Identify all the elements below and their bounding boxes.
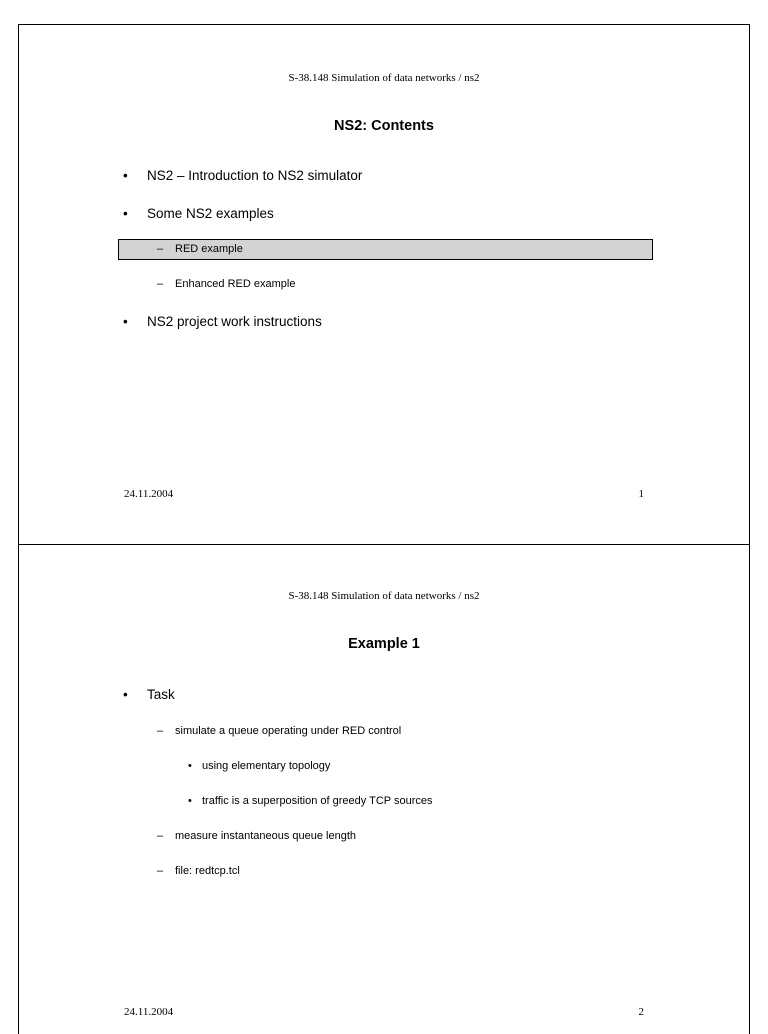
list-item — [157, 865, 240, 877]
list-item — [157, 278, 296, 290]
page-number: 1 — [638, 488, 644, 500]
bullet-icon: • — [188, 760, 192, 772]
list-item — [123, 314, 322, 329]
list-item — [123, 168, 363, 183]
list-item-text: Enhanced RED example — [175, 278, 296, 290]
bullet-icon: • — [123, 206, 128, 221]
bullet-icon: • — [123, 168, 128, 183]
list-item — [123, 687, 175, 702]
slide-title: NS2: Contents — [334, 118, 434, 134]
list-item — [157, 725, 402, 737]
list-item — [123, 206, 274, 221]
bullet-icon: • — [123, 687, 128, 702]
bullet-icon: • — [188, 795, 192, 807]
list-item-text: RED example — [175, 243, 243, 255]
page-number: 2 — [638, 1006, 644, 1018]
list-item-text: simulate a queue operating under RED control — [175, 725, 402, 737]
dash-icon: – — [157, 278, 164, 290]
list-item-text: measure instantaneous queue length — [175, 830, 357, 842]
list-item-text: NS2 – Introduction to NS2 simulator — [147, 168, 363, 183]
slide-title: Example 1 — [348, 636, 420, 652]
dash-icon: – — [157, 865, 164, 877]
list-item-text: Task — [147, 687, 175, 702]
footer-date: 24.11.2004 — [124, 1006, 174, 1018]
bullet-icon: • — [123, 314, 128, 329]
dash-icon: – — [157, 243, 164, 255]
list-item-text: using elementary topology — [202, 760, 331, 772]
slide-1 — [18, 24, 750, 545]
slide-2 — [18, 544, 750, 1034]
list-item — [188, 795, 433, 807]
list-item-text: file: redtcp.tcl — [175, 865, 240, 877]
list-item-text: traffic is a superposition of greedy TCP sources — [202, 795, 433, 807]
list-item — [157, 830, 357, 842]
list-item-text: NS2 project work instructions — [147, 314, 322, 329]
dash-icon: – — [157, 725, 164, 737]
dash-icon: – — [157, 830, 164, 842]
footer-date: 24.11.2004 — [124, 488, 174, 500]
list-item-text: Some NS2 examples — [147, 206, 274, 221]
slide-header: S-38.148 Simulation of data networks / ns2 — [288, 590, 480, 602]
slide-header: S-38.148 Simulation of data networks / ns2 — [288, 72, 480, 84]
list-item-highlighted — [157, 243, 243, 255]
list-item — [188, 760, 331, 772]
